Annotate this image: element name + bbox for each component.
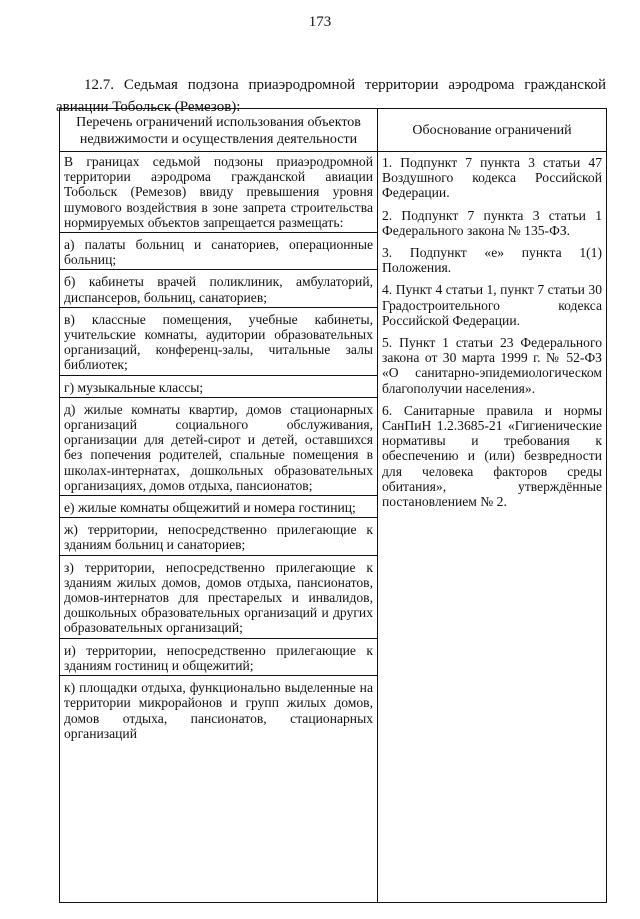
justifications-cell — [378, 152, 607, 903]
restrictions-cell — [60, 152, 378, 903]
justification-item: 3. Подпункт «е» пункта 1(1) Положения. — [382, 245, 602, 276]
justification-item: 5. Пункт 1 статьи 23 Федерального закона от 30 марта 1999 г. № 52-ФЗ «О санитарно-эпидемиологическом благополучии населения». — [382, 335, 602, 396]
justification-item: 2. Подпункт 7 пункта 3 статьи 1 Федерального закона № 135-ФЗ. — [382, 207, 602, 238]
header-restrictions: Перечень ограничений использования объектов недвижимости и осуществления деятельности — [60, 109, 378, 152]
justification-item: 1. Подпункт 7 пункта 3 статьи 47 Воздушного кодекса Российской Федерации. — [382, 155, 602, 201]
header-justification: Обоснование ограничений — [378, 109, 607, 152]
restriction-item: е) жилые комнаты общежитий и номера гостиниц; — [60, 498, 377, 518]
restriction-item: г) музыкальные классы; — [60, 378, 377, 398]
restrictions-table — [59, 108, 607, 903]
table-row — [60, 152, 607, 903]
justification-item: 6. Санитарные правила и нормы СанПиН 1.2.3685-21 «Гигиенические нормативы и требования к обеспечению и (или) безвредности для человека факторов среды обитания», утверждённые постановлением № 2. — [382, 402, 602, 510]
restriction-item: д) жилые комнаты квартир, домов стационарных организаций социального обслуживания, организации для детей-сирот и детей, оставшихся без попечения родителей, спальные помещения в школах-интернатах, дошкольных образовательных организациях, домов отдыха, пансионатов; — [60, 400, 377, 496]
page-number: 173 — [308, 14, 332, 30]
restriction-item: к) площадки отдыха, функционально выделенные на территории микрорайонов и групп жилых домов, домов отдыха, пансионатов, стационарных организаций — [64, 680, 373, 741]
justification-item: 4. Пункт 4 статьи 1, пункт 7 статьи 30 Градостроительного кодекса Российской Федерации. — [382, 282, 602, 328]
restriction-intro: В границах седьмой подзоны приаэродромной территории аэродрома гражданской авиации Тобольск (Ремезов) ввиду превышения уровня шумового воздействия в зоне запрета строительства нормируемых объектов запрещается размещать: — [60, 152, 377, 233]
restriction-item: ж) территории, непосредственно прилегающие к зданиям больниц и санаториев; — [60, 520, 377, 555]
restriction-item: а) палаты больниц и санаториев, операционные больниц; — [60, 235, 377, 270]
restriction-item: и) территории, непосредственно прилегающие к зданиям гостиниц и общежитий; — [60, 641, 377, 676]
section-heading: 12.7. Седьмая подзона приаэродромной территории аэродрома гражданской авиации Тобольск (Ремезов): — [56, 77, 606, 115]
table-header-row — [60, 109, 607, 152]
restriction-item: в) классные помещения, учебные кабинеты, учительские комнаты, аудитории образовательных организаций, конференц-залы, читальные залы библиотек; — [60, 310, 377, 376]
restriction-item: з) территории, непосредственно прилегающие к зданиям жилых домов, домов отдыха, пансионатов, домов-интернатов для престарелых и инвалидов, дошкольных образовательных организаций и других образовательных организаций; — [60, 558, 377, 639]
restriction-item: б) кабинеты врачей поликлиник, амбулаторий, диспансеров, больниц, санаториев; — [60, 272, 377, 307]
